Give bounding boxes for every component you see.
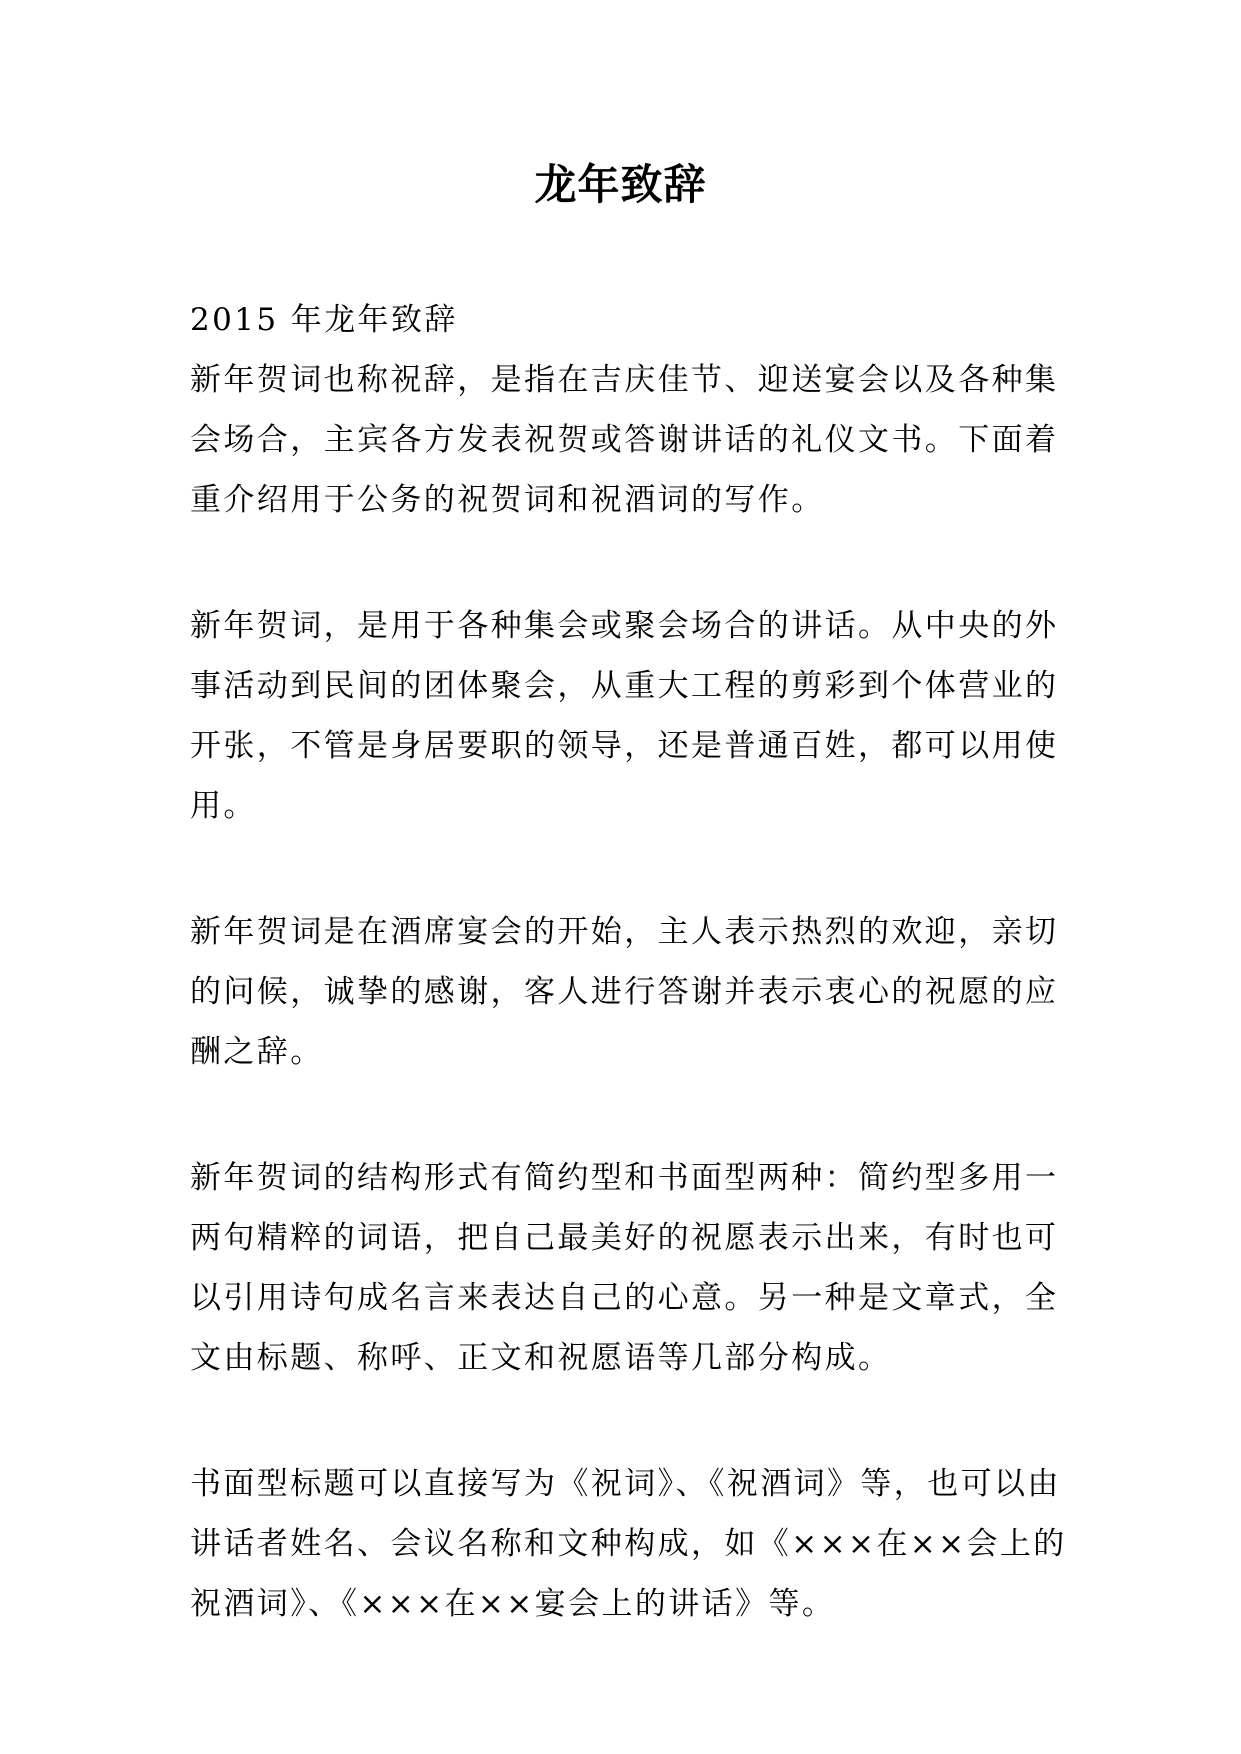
paragraph-spacer	[190, 1388, 1058, 1454]
paragraph-line: 新年贺词的结构形式有简约型和书面型两种：简约型多用一	[190, 1160, 1059, 1196]
paragraph-line: 文由标题、称呼、正文和祝愿语等几部分构成。	[190, 1340, 892, 1376]
paragraph-line: 用。	[190, 788, 257, 824]
document-body	[190, 290, 1067, 1634]
paragraph-line: 祝酒词》、《×××在××宴会上的讲话》等。	[190, 1586, 836, 1622]
paragraph-line: 重介绍用于公务的祝贺词和祝酒词的写作。	[190, 482, 825, 518]
document-subtitle: 2015 年龙年致辞	[190, 302, 458, 338]
paragraph-line: 以引用诗句成名言来表达自己的心意。另一种是文章式，全	[190, 1280, 1059, 1316]
paragraph-1	[190, 350, 1058, 530]
paragraph-line: 开张，不管是身居要职的领导，还是普通百姓，都可以用使	[190, 728, 1059, 764]
paragraph-spacer	[190, 530, 1058, 596]
paragraph-3	[190, 902, 1058, 1082]
paragraph-line: 酬之辞。	[190, 1034, 324, 1070]
paragraph-line: 讲话者姓名、会议名称和文种构成，如《×××在××会上的	[190, 1526, 1067, 1562]
paragraph-line: 新年贺词，是用于各种集会或聚会场合的讲话。从中央的外	[190, 608, 1059, 644]
paragraph-2	[190, 596, 1058, 836]
paragraph-5	[190, 1454, 1067, 1634]
paragraph-line: 新年贺词是在酒席宴会的开始，主人表示热烈的欢迎，亲切	[190, 914, 1059, 950]
paragraph-line: 事活动到民间的团体聚会，从重大工程的剪彩到个体营业的	[190, 668, 1059, 704]
paragraph-4	[190, 1148, 1058, 1388]
document-title: 龙年致辞	[534, 160, 707, 209]
paragraph-line: 会场合，主宾各方发表祝贺或答谢讲话的礼仪文书。下面着	[190, 422, 1059, 458]
paragraph-line: 书面型标题可以直接写为《祝词》、《祝酒词》等，也可以由	[190, 1466, 1061, 1502]
paragraph-line: 两句精粹的词语，把自己最美好的祝愿表示出来，有时也可	[190, 1220, 1059, 1256]
paragraph-line: 新年贺词也称祝辞，是指在吉庆佳节、迎送宴会以及各种集	[190, 362, 1059, 398]
paragraph-spacer	[190, 1082, 1058, 1148]
paragraph-line: 的问候，诚挚的感谢，客人进行答谢并表示衷心的祝愿的应	[190, 974, 1059, 1010]
paragraph-spacer	[190, 836, 1058, 902]
